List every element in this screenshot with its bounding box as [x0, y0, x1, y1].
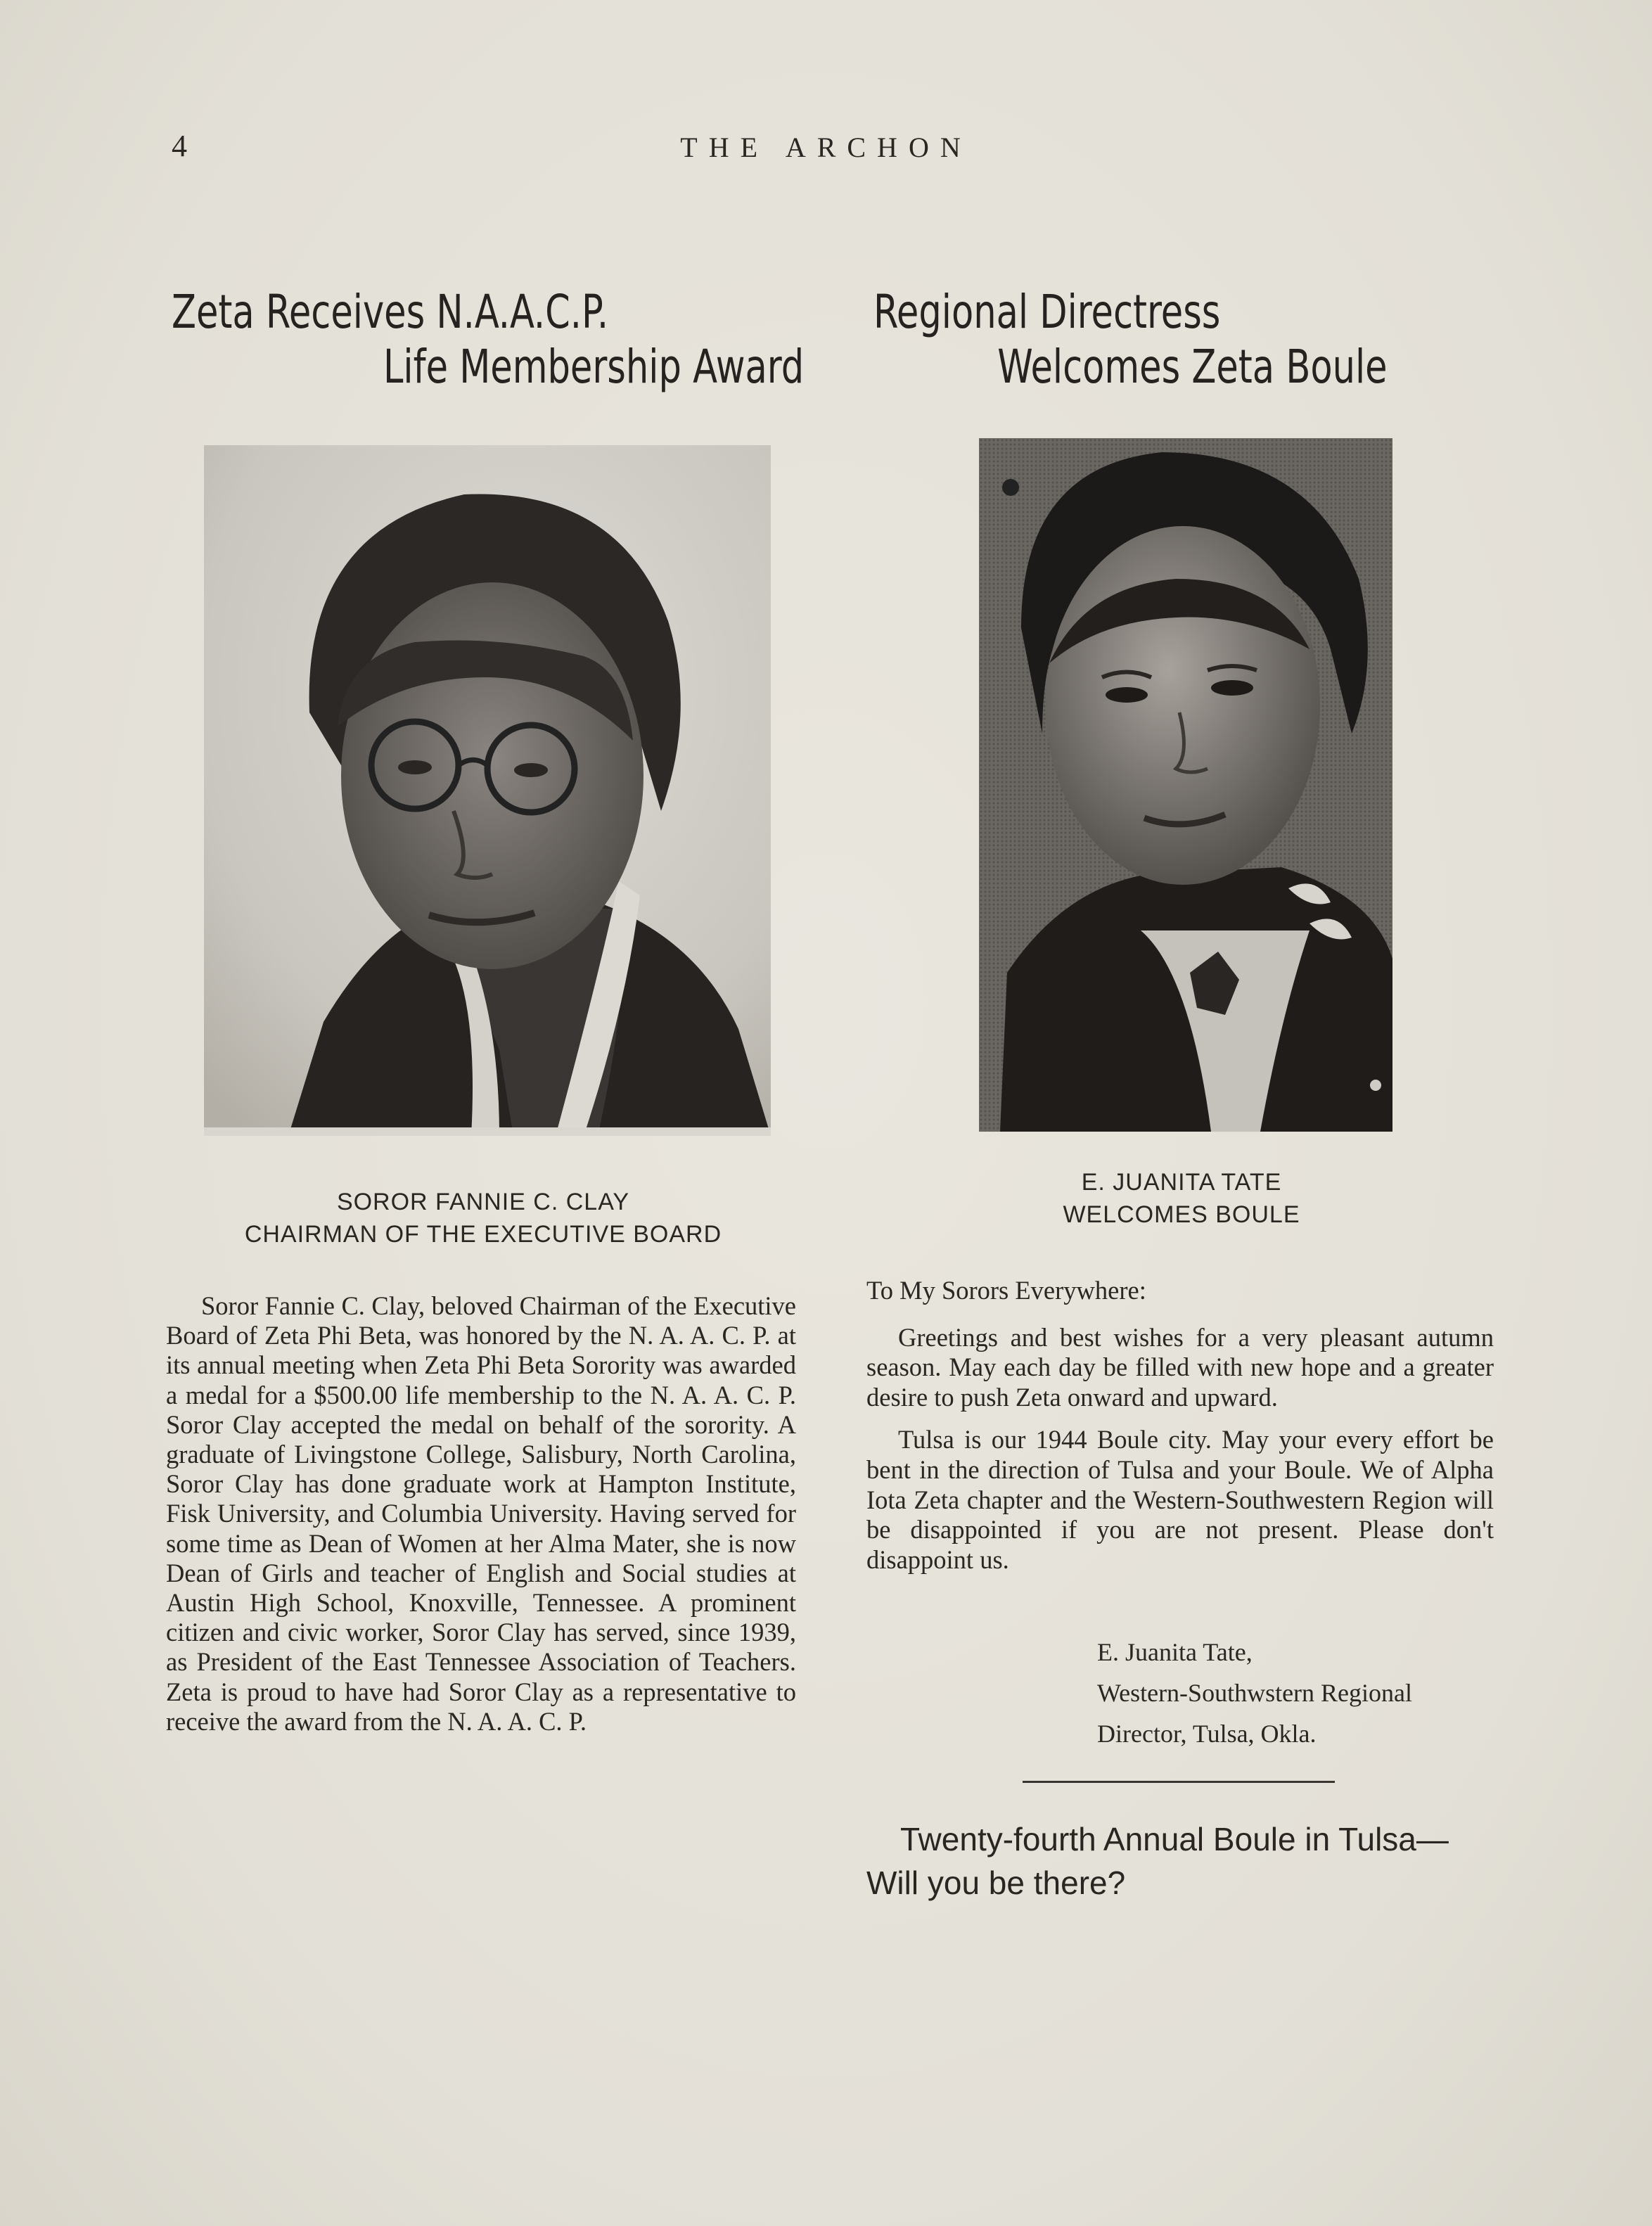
page-number: 4 — [172, 129, 187, 163]
letter-paragraph-1: Greetings and best wishes for a very pleasant autumn season. May each day be filled with new hope and a greater desire to push Zeta onward and upward. — [866, 1322, 1494, 1412]
left-headline-line2: Life Membership Award — [383, 340, 805, 394]
signature-location: Director, Tulsa, Okla. — [1097, 1720, 1317, 1748]
left-caption-line2: CHAIRMAN OF THE EXECUTIVE BOARD — [244, 1221, 722, 1248]
right-caption-line2: WELCOMES BOULE — [1063, 1201, 1300, 1228]
portrait-photo-icon — [979, 438, 1392, 1132]
running-title: THE ARCHON — [680, 132, 972, 163]
left-article-body — [166, 1291, 796, 1736]
signature-title: Western-Southwstern Regional — [1097, 1679, 1413, 1707]
letter-signature — [1097, 1632, 1412, 1754]
right-caption-line1: E. JUANITA TATE — [1081, 1169, 1282, 1196]
right-photo-caption — [865, 1166, 1498, 1231]
divider-rule — [1023, 1781, 1335, 1783]
left-headline-line1: Zeta Receives N.A.A.C.P. — [172, 285, 609, 339]
signature-name: E. Juanita Tate, — [1097, 1638, 1253, 1666]
letter-salutation: To My Sorors Everywhere: — [866, 1276, 1146, 1305]
portrait-photo-icon — [204, 445, 771, 1136]
portrait-photo-tate — [979, 438, 1392, 1132]
portrait-photo-clay — [204, 445, 771, 1136]
right-headline-line1: Regional Directress — [873, 285, 1221, 339]
letter-paragraph-2: Tulsa is our 1944 Boule city. May your every effort be bent in the direction of Tulsa and your Boule. We of Alpha Iota Zeta chapter and the Western-Southwestern Region will be disappointed if you are not present. Please don't disappoint us. — [866, 1425, 1494, 1574]
closing-announcement — [866, 1817, 1499, 1905]
right-headline — [873, 285, 1557, 395]
left-caption-line1: SOROR FANNIE C. CLAY — [336, 1189, 630, 1215]
closing-line-2: Will you be there? — [866, 1864, 1126, 1901]
right-headline-line2: Welcomes Zeta Boule — [997, 340, 1388, 394]
closing-line-1: Twenty-fourth Annual Boule in Tulsa— — [900, 1821, 1449, 1857]
left-body-paragraph: Soror Fannie C. Clay, beloved Chairman of the Executive Board of Zeta Phi Beta, was honored by the N. A. A. C. P. at its annual meeting when Zeta Phi Beta Sorority was awarded a medal for a $500.00 life membership to the N. A. A. C. P. Soror Clay accepted the medal on behalf of the sorority. A graduate of Livingstone College, Salisbury, North Carolina, Soror Clay has done graduate work at Hampton Institute, Fisk University, and Columbia University. Having served for some time as Dean of Women at her Alma Mater, she is now Dean of Girls and teacher of English and Social studies at Austin High School, Knoxville, Tennessee. A prominent citizen and civic worker, Soror Clay has served, since 1939, as President of the East Tennessee Association of Teachers. Zeta is proud to have had Soror Clay as a representative to receive the award from the N. A. A. C. P. — [166, 1291, 796, 1736]
left-headline — [172, 285, 849, 395]
left-photo-caption — [172, 1186, 795, 1250]
right-article-body — [866, 1276, 1494, 1587]
